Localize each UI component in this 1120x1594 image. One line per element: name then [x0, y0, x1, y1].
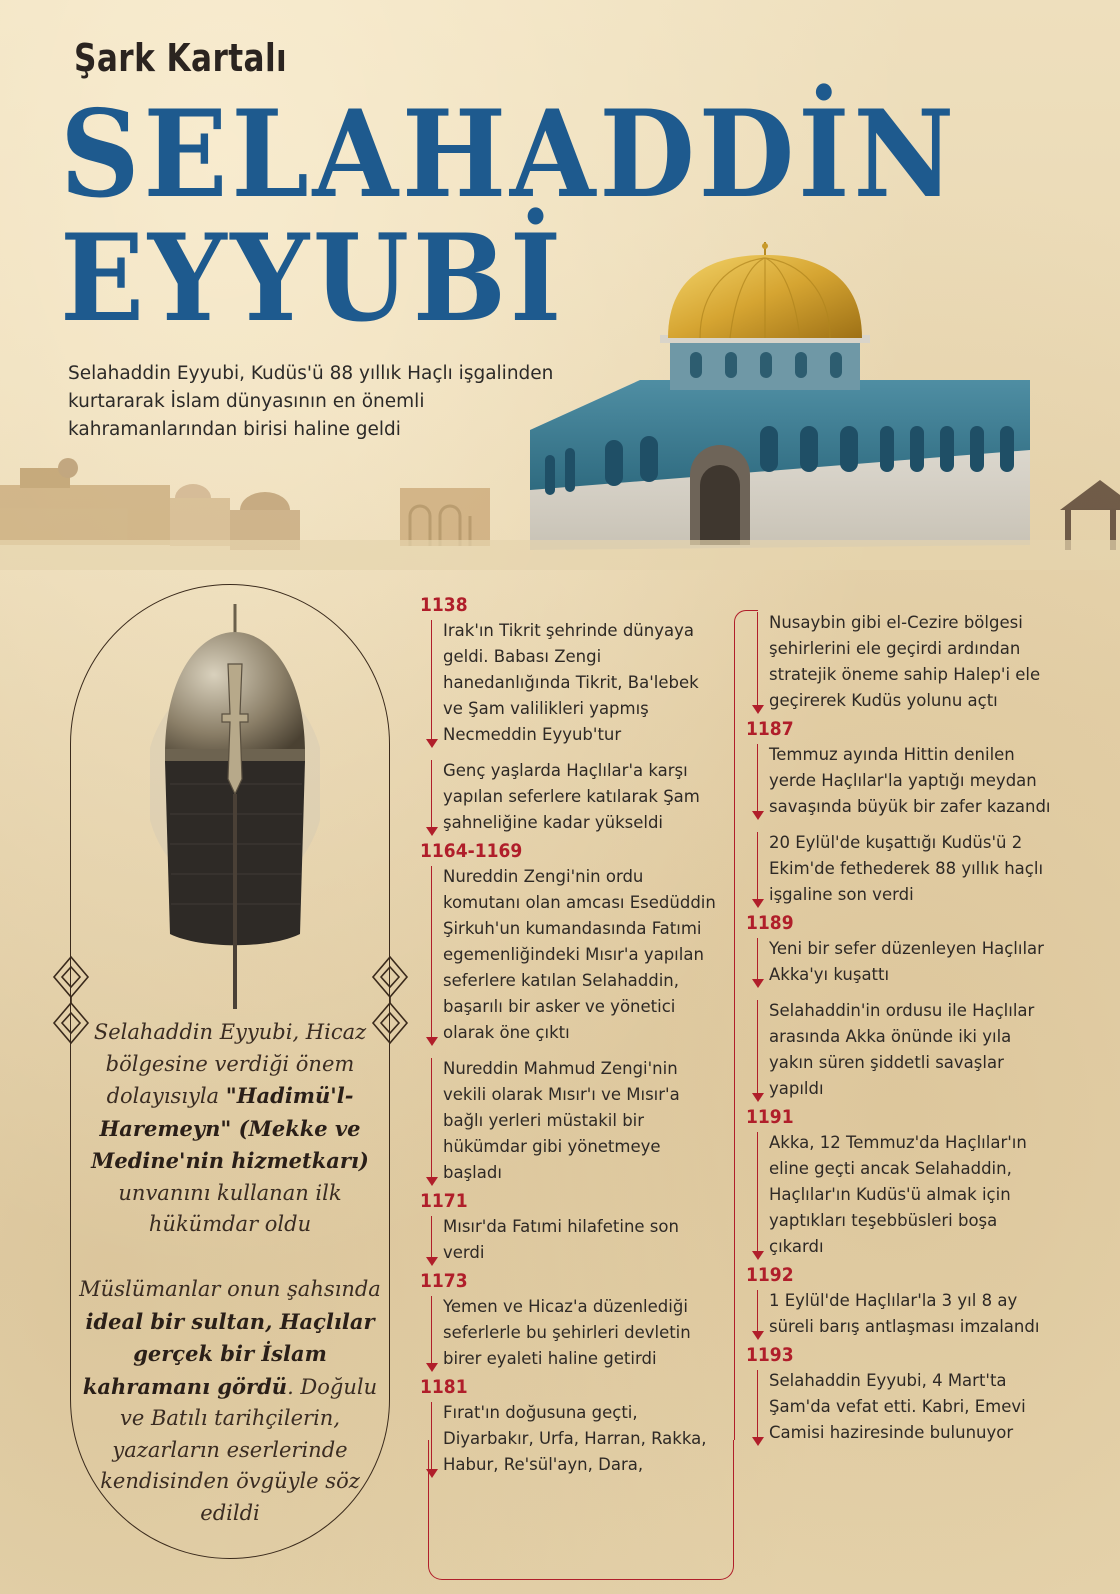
arrow-down-icon — [426, 739, 438, 748]
arrow-down-icon — [426, 1469, 438, 1478]
helmet-image — [150, 604, 320, 1014]
quote-1-part-c: unvanını kullanan ilk hükümdar oldu — [118, 1180, 342, 1236]
distant-buildings — [0, 458, 490, 550]
timeline-block — [420, 838, 720, 1186]
timeline-entry-text: Genç yaşlarda Haçlılar'a karşı yapılan seferlere katılarak Şam şahneliğine kadar yükseldi — [443, 761, 700, 832]
timeline-line — [757, 1132, 758, 1254]
timeline-entry-text: Nureddin Zengi'nin ordu komutanı olan amcası Esedüddin Şirkuh'un kumandasında Fatımi egemenliğindeki Mısır'a yapılan seferlere katılan Selahaddin, başarılı bir asker ve yönetici olarak öne çıktı — [443, 867, 716, 1042]
timeline-line — [431, 1296, 432, 1366]
timeline-block — [420, 1188, 720, 1266]
timeline-block — [746, 1342, 1056, 1446]
timeline-entry-text: 1 Eylül'de Haçlılar'la 3 yıl 8 ay süreli barış antlaşması imzalandı — [769, 1291, 1040, 1336]
timeline-entry — [746, 742, 1056, 820]
quote-hadimul-haremeyn — [78, 1017, 382, 1241]
jerusalem-skyline-image — [0, 240, 1120, 570]
timeline-line — [757, 1000, 758, 1096]
timeline-line — [757, 612, 758, 708]
subtitle: Şark Kartalı — [74, 36, 288, 80]
timeline-entry — [420, 1294, 720, 1372]
timeline-entry-text: Irak'ın Tikrit şehrinde dünyaya geldi. Babası Zengi hanedanlığında Tikrit, Ba'lebek ve Şam valilikleri yapmış Necmeddin Eyyub'tur — [443, 621, 699, 744]
timeline-line — [431, 1402, 432, 1472]
dome-of-the-rock-image — [530, 242, 1030, 550]
timeline-entry-text: 20 Eylül'de kuşattığı Kudüs'ü 2 Ekim'de fethederek 88 yıllık haçlı işgaline son verdi — [769, 833, 1044, 904]
timeline-block — [746, 910, 1056, 1102]
timeline-year: 1138 — [420, 594, 468, 616]
timeline-entry — [746, 830, 1056, 908]
quote-ideal-sultan — [78, 1274, 382, 1529]
intro-text: Selahaddin Eyyubi, Kudüs'ü 88 yıllık Haçlı işgalinden kurtararak İslam dünyasının en önemli kahramanlarından birisi haline geldi — [68, 363, 554, 440]
timeline-entry-text: Fırat'ın doğusuna geçti, Diyarbakır, Urfa, Harran, Rakka, Habur, Re'sül'ayn, Dara, — [443, 1403, 707, 1474]
timeline-year: 1191 — [746, 1106, 794, 1128]
timeline-year: 1181 — [420, 1376, 468, 1398]
timeline-entry — [746, 1368, 1056, 1446]
timeline-entry — [746, 610, 1056, 714]
timeline-block — [746, 610, 1056, 714]
timeline-entry — [746, 936, 1056, 988]
quote-2-part-b: ideal bir sultan, Haçlılar gerçek bir İslam kahramanı gördü — [82, 1308, 375, 1399]
timeline-year: 1189 — [746, 912, 794, 934]
timeline-entry-text: Nureddin Mahmud Zengi'nin vekili olarak Mısır'ı ve Mısır'a bağlı yerleri müstakil bir hükümdar gibi yönetmeye başladı — [443, 1059, 680, 1182]
timeline-entry-text: Mısır'da Fatımi hilafetine son verdi — [443, 1217, 679, 1262]
timeline-entry-text: Selahaddin Eyyubi, 4 Mart'ta Şam'da vefat etti. Kabri, Emevi Camisi haziresinde bulunuyor — [769, 1371, 1026, 1442]
title-line-1: SELAHADDİN — [60, 84, 958, 225]
arrow-down-icon — [752, 1331, 764, 1340]
arrow-down-icon — [752, 1251, 764, 1260]
timeline-column-left — [420, 592, 720, 1480]
timeline-entry-text: Temmuz ayında Hittin denilen yerde Haçlılar'la yaptığı meydan savaşında büyük bir zafer kazandı — [769, 745, 1051, 816]
timeline-line — [431, 760, 432, 830]
arrow-down-icon — [752, 979, 764, 988]
timeline-line — [757, 744, 758, 814]
quote-1-part-a: Selahaddin Eyyubi, Hicaz bölgesine verdiği önem dolayısıyla — [93, 1020, 367, 1108]
timeline-entry-text: Akka, 12 Temmuz'da Haçlılar'ın eline geçti ancak Selahaddin, Haçlılar'ın Kudüs'ü almak için yaptıkları teşebbüsleri boşa çıkardı — [769, 1133, 1027, 1256]
timeline-year: 1192 — [746, 1264, 794, 1286]
timeline-entry-text: Selahaddin'in ordusu ile Haçlılar arasında Akka önünde iki yıla yakın süren şiddetli savaşlar yapıldı — [769, 1001, 1035, 1098]
quote-2-part-c: . Doğulu ve Batılı tarihçilerin, yazarların eserlerinde kendisinden övgüyle söz edildi — [100, 1374, 378, 1525]
timeline-entry-text: Nusaybin gibi el-Cezire bölgesi şehirlerini ele geçirdi ardından stratejik öneme sahip Halep'i ele geçirerek Kudüs yolunu açtı — [769, 613, 1041, 710]
timeline-entry — [746, 1288, 1056, 1340]
timeline-year: 1187 — [746, 718, 794, 740]
timeline-line — [757, 938, 758, 982]
timeline-block — [420, 1374, 720, 1478]
timeline-year: 1171 — [420, 1190, 468, 1212]
timeline-line — [431, 866, 432, 1040]
timeline-block — [420, 1268, 720, 1372]
timeline-entry-text: Yemen ve Hicaz'a düzenlediği seferlerle bu şehirleri devletin birer eyaleti haline getirdi — [443, 1297, 691, 1368]
timeline-entry — [746, 1130, 1056, 1260]
arrow-down-icon — [426, 1257, 438, 1266]
timeline-entry-text: Yeni bir sefer düzenleyen Haçlılar Akka'yı kuşattı — [769, 939, 1044, 984]
arrow-down-icon — [426, 827, 438, 836]
timeline-line — [757, 1290, 758, 1334]
timeline-block — [746, 1104, 1056, 1260]
arrow-down-icon — [752, 811, 764, 820]
timeline-entry — [420, 1056, 720, 1186]
timeline-block — [420, 592, 720, 836]
pavilion — [1060, 480, 1120, 550]
timeline-entry — [420, 1214, 720, 1266]
arrow-down-icon — [752, 1093, 764, 1102]
timeline-line — [431, 620, 432, 742]
timeline-entry — [746, 998, 1056, 1102]
arrow-down-icon — [426, 1177, 438, 1186]
timeline-line — [431, 1216, 432, 1260]
quote-1-part-b: "Hadimü'l-Haremeyn" (Mekke ve Medine'nin hizmetkarı) — [91, 1083, 369, 1173]
timeline-line — [757, 832, 758, 902]
timeline-year: 1173 — [420, 1270, 468, 1292]
arrow-down-icon — [426, 1363, 438, 1372]
arrow-down-icon — [752, 1437, 764, 1446]
timeline-column-right — [746, 610, 1056, 1448]
quote-2-part-a: Müslümanlar onun şahsında — [79, 1277, 381, 1301]
timeline-year: 1193 — [746, 1344, 794, 1366]
timeline-line — [757, 1370, 758, 1440]
timeline-block — [746, 1262, 1056, 1340]
timeline-block — [746, 716, 1056, 908]
timeline-entry — [420, 618, 720, 748]
timeline-entry — [420, 758, 720, 836]
timeline-entry — [420, 1400, 720, 1478]
timeline-year: 1164-1169 — [420, 840, 523, 862]
timeline-entry — [420, 864, 720, 1046]
arrow-down-icon — [426, 1037, 438, 1046]
arrow-down-icon — [752, 899, 764, 908]
arrow-down-icon — [752, 705, 764, 714]
timeline-line — [431, 1058, 432, 1180]
title-line-2: EYYUBİ — [60, 208, 566, 349]
